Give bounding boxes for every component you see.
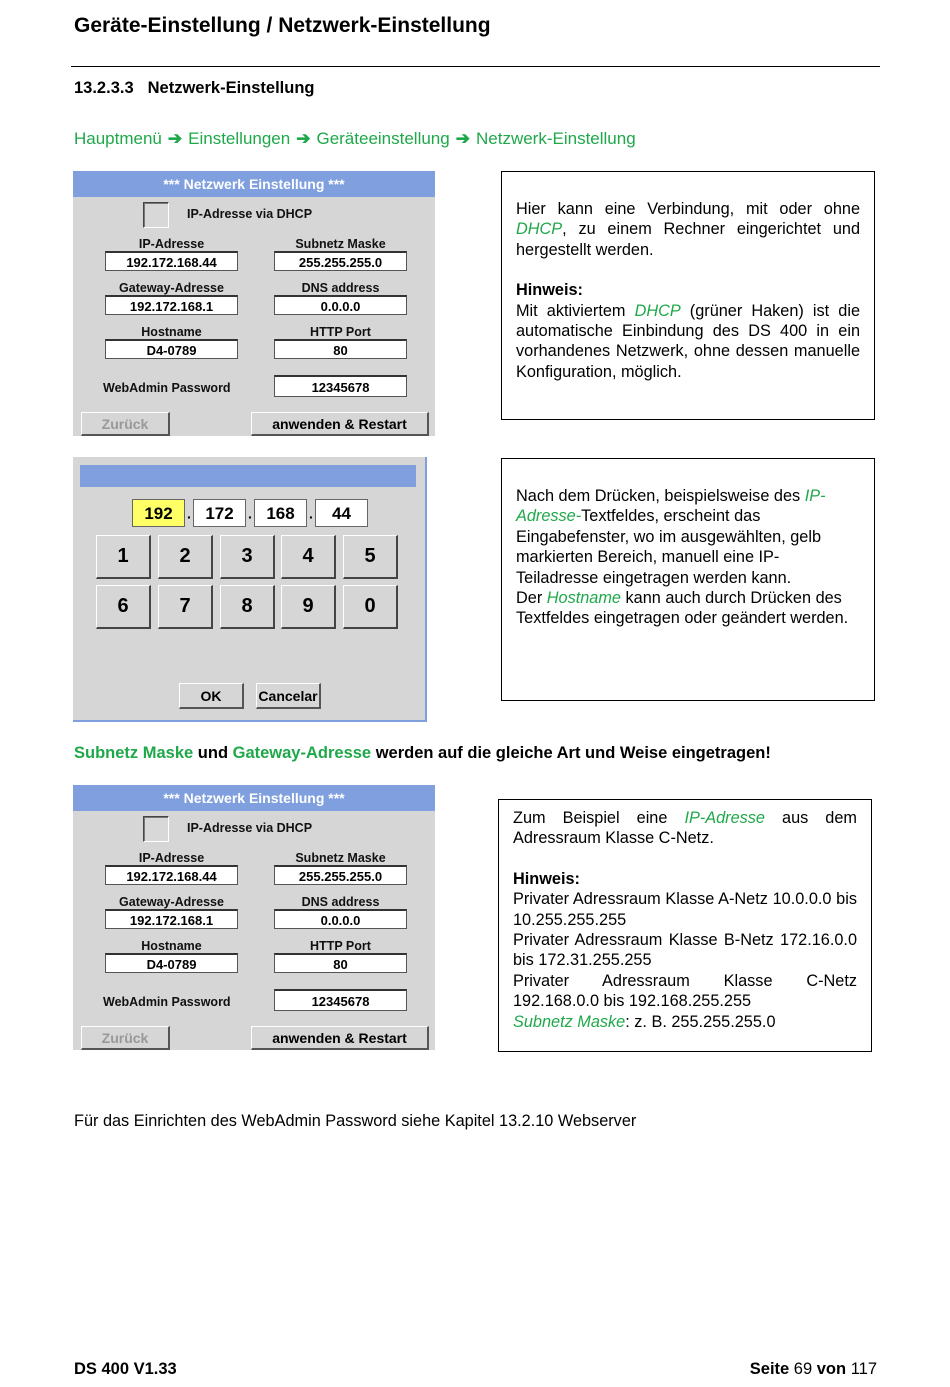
ip-field[interactable]: 192.172.168.44 xyxy=(105,865,238,885)
section-title xyxy=(74,79,315,98)
key-8[interactable]: 8 xyxy=(220,585,275,629)
box2-em: IP-Adresse- xyxy=(516,487,826,526)
key-5[interactable]: 5 xyxy=(343,535,398,579)
box2-em: Hostname xyxy=(546,589,621,608)
dns-field[interactable]: 0.0.0.0 xyxy=(274,909,407,929)
http-port-label: HTTP Port xyxy=(310,325,371,339)
octet-dot: · xyxy=(309,509,314,525)
gateway-label: Gateway-Adresse xyxy=(119,895,224,909)
footer-page-number xyxy=(750,1360,877,1379)
breadcrumb-item: Geräteeinstellung xyxy=(316,129,450,148)
hostname-label: Hostname xyxy=(141,325,202,339)
box2-text: Nach dem Drücken, beispielsweise des xyxy=(516,487,805,505)
section-name: Netzwerk-Einstellung xyxy=(147,79,315,97)
cancel-button[interactable]: Cancelar xyxy=(256,683,321,709)
octet-field-4[interactable]: 44 xyxy=(315,499,368,527)
footnote: Für das Einrichten des WebAdmin Password siehe Kapitel 13.2.10 Webserver xyxy=(74,1112,637,1130)
breadcrumb-item: Netzwerk-Einstellung xyxy=(475,129,636,148)
section-number: 13.2.3.3 xyxy=(74,79,134,97)
dhcp-label: IP-Adresse via DHCP xyxy=(187,207,313,221)
info-box-address-ranges xyxy=(498,799,872,1052)
http-port-field[interactable]: 80 xyxy=(274,339,407,359)
breadcrumb-item: Hauptmenü xyxy=(74,129,162,148)
of-label: von xyxy=(816,1360,847,1378)
box1-text: , zu einem Rechner eingerichtet und hergestellt werden. xyxy=(516,220,860,259)
box3-range-a: Privater Adressraum Klasse A-Netz 10.0.0.0 bis 10.255.255.255 xyxy=(513,890,857,929)
password-field[interactable]: 12345678 xyxy=(274,989,407,1011)
password-label: WebAdmin Password xyxy=(103,381,231,395)
key-7[interactable]: 7 xyxy=(158,585,213,629)
key-1[interactable]: 1 xyxy=(96,535,151,579)
ok-button[interactable]: OK xyxy=(179,683,244,709)
key-6[interactable]: 6 xyxy=(96,585,151,629)
keypad-titlebar xyxy=(80,465,416,487)
box1-text: (grüner Haken) ist die automatische Einbindung des DS 400 in ein vorhandenes Netzwerk, ohne dessen manuelle Konfiguration, möglich. xyxy=(516,301,860,381)
dhcp-checkbox[interactable] xyxy=(143,816,169,842)
box3-hint-title: Hinweis: xyxy=(513,869,580,888)
ip-label: IP-Adresse xyxy=(138,851,205,865)
box1-em: DHCP xyxy=(634,301,681,320)
gateway-field[interactable]: 192.172.168.1 xyxy=(105,295,238,315)
gateway-label: Gateway-Adresse xyxy=(119,281,224,295)
password-label: WebAdmin Password xyxy=(103,995,231,1009)
note-line xyxy=(74,744,771,763)
page-label: Seite xyxy=(749,1360,790,1378)
dhcp-checkbox[interactable] xyxy=(143,202,169,228)
header-rule xyxy=(71,66,880,67)
http-port-field[interactable]: 80 xyxy=(274,953,407,973)
note-em: Subnetz Maske xyxy=(74,744,194,762)
network-settings-screen-2 xyxy=(73,785,435,1050)
gateway-field[interactable]: 192.172.168.1 xyxy=(105,909,238,929)
apply-restart-button[interactable]: anwenden & Restart xyxy=(251,412,429,436)
note-em: Gateway-Adresse xyxy=(232,744,372,762)
key-3[interactable]: 3 xyxy=(220,535,275,579)
dns-field[interactable]: 0.0.0.0 xyxy=(274,295,407,315)
box3-range-c: Privater Adressraum Klasse C-Netz 192.168.0.0 bis 192.168.255.255 xyxy=(513,971,857,1011)
ip-keypad-screen xyxy=(73,457,427,722)
info-box-keypad xyxy=(501,458,875,701)
back-button[interactable]: Zurück xyxy=(81,412,170,436)
octet-dot: · xyxy=(248,509,253,525)
hostname-field[interactable]: D4-0789 xyxy=(105,339,238,359)
box2-text: Textfeldes, erscheint das Eingabefenster, wo im ausgewählten, gelb markierten Bereich, manuell eine IP-Teiladresse eingetragen werden kann. xyxy=(516,507,822,587)
dns-label: DNS address xyxy=(301,281,380,295)
ip-label: IP-Adresse xyxy=(138,237,205,251)
subnet-label: Subnetz Maske xyxy=(295,851,386,865)
page-num: 69 xyxy=(793,1360,813,1378)
http-port-label: HTTP Port xyxy=(310,939,371,953)
octet-field-3[interactable]: 168 xyxy=(254,499,307,527)
box3-range-b: Privater Adressraum Klasse B-Netz 172.16.0.0 bis 172.31.255.255 xyxy=(513,931,857,970)
hostname-label: Hostname xyxy=(141,939,202,953)
octet-field-2[interactable]: 172 xyxy=(193,499,246,527)
box1-text: Mit aktiviertem xyxy=(516,301,635,320)
back-button[interactable]: Zurück xyxy=(81,1026,170,1050)
box2-text: Der xyxy=(516,589,547,608)
subnet-field[interactable]: 255.255.255.0 xyxy=(274,251,407,271)
breadcrumb-item: Einstellungen xyxy=(188,129,291,148)
breadcrumb xyxy=(74,129,636,149)
password-field[interactable]: 12345678 xyxy=(274,375,407,397)
ip-field[interactable]: 192.172.168.44 xyxy=(105,251,238,271)
page-total: 117 xyxy=(850,1360,877,1378)
octet-dot: · xyxy=(187,509,192,525)
box3-em: Subnetz Maske xyxy=(513,1012,626,1031)
box3-em: IP-Adresse xyxy=(684,809,765,827)
box3-text: Zum Beispiel eine xyxy=(513,809,685,827)
octet-field-1[interactable]: 192 xyxy=(132,499,185,527)
subnet-label: Subnetz Maske xyxy=(295,237,386,251)
box3-subnet-example: : z. B. 255.255.255.0 xyxy=(625,1012,776,1031)
key-9[interactable]: 9 xyxy=(281,585,336,629)
info-box-dhcp xyxy=(501,171,875,420)
key-2[interactable]: 2 xyxy=(158,535,213,579)
note-text: werden auf die gleiche Art und Weise eingetragen! xyxy=(371,744,771,762)
box3-text: aus dem Adressraum Klasse C-Netz. xyxy=(513,809,857,848)
box1-text: Hier kann eine Verbindung, mit oder ohne xyxy=(516,200,860,218)
box2-text: kann auch durch Drücken des Textfeldes eingetragen oder geändert werden. xyxy=(516,589,849,628)
dhcp-label: IP-Adresse via DHCP xyxy=(187,821,313,835)
note-text: und xyxy=(193,744,233,762)
footer-doc-version: DS 400 V1.33 xyxy=(74,1360,177,1378)
arrow-right-icon: ➔ xyxy=(455,129,470,148)
screen-titlebar: *** Netzwerk Einstellung *** xyxy=(73,171,435,197)
key-0[interactable]: 0 xyxy=(343,585,398,629)
subnet-field[interactable]: 255.255.255.0 xyxy=(274,865,407,885)
screen-titlebar: *** Netzwerk Einstellung *** xyxy=(73,785,435,811)
box1-hint-title: Hinweis: xyxy=(516,281,583,300)
arrow-right-icon: ➔ xyxy=(167,129,183,148)
hostname-field[interactable]: D4-0789 xyxy=(105,953,238,973)
dns-label: DNS address xyxy=(301,895,380,909)
arrow-right-icon: ➔ xyxy=(296,129,311,148)
box1-em: DHCP xyxy=(516,220,563,239)
apply-restart-button[interactable]: anwenden & Restart xyxy=(251,1026,429,1050)
page-header-title: Geräte-Einstellung / Netzwerk-Einstellung xyxy=(74,14,491,37)
key-4[interactable]: 4 xyxy=(281,535,336,579)
network-settings-screen xyxy=(73,171,435,436)
